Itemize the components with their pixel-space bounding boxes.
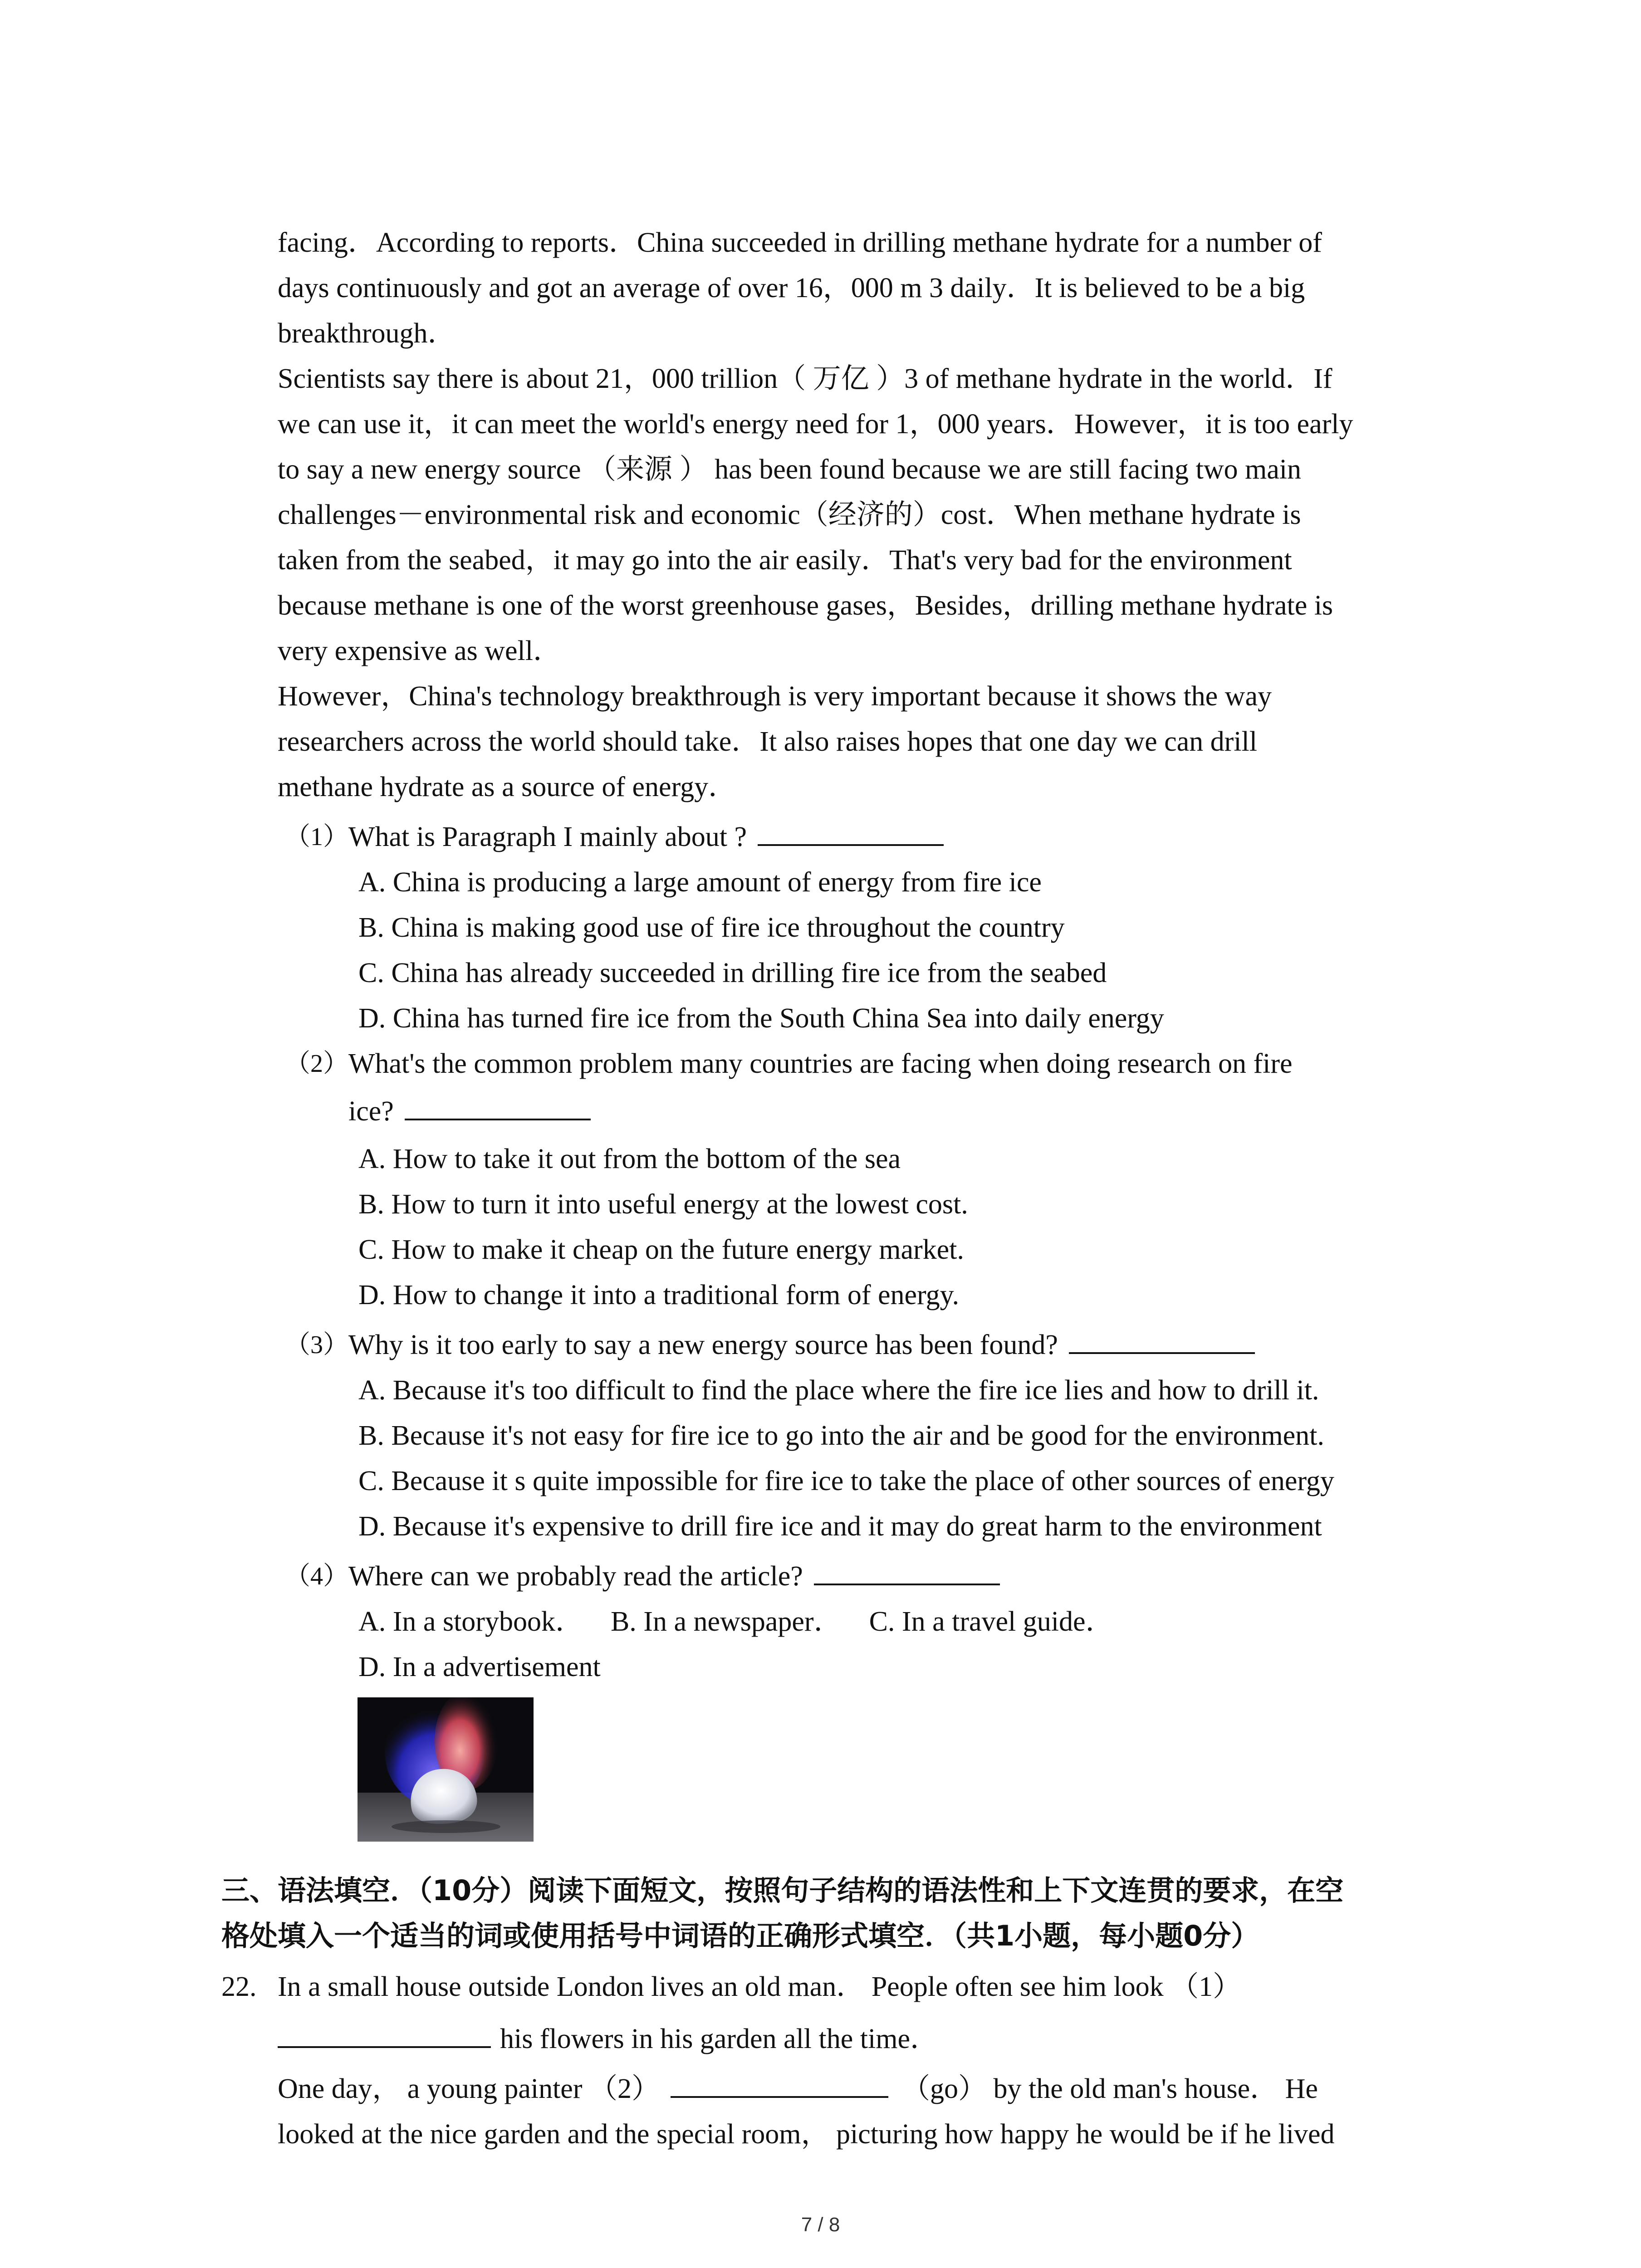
passage-line: very expensive as well． bbox=[278, 635, 561, 666]
passage-line: researchers across the world should take．It also raises hopes that one day we can drill bbox=[278, 726, 1257, 757]
q22-line bbox=[278, 2066, 1318, 2112]
option-a: A. In a storybook． bbox=[358, 1606, 583, 1637]
question-number: （3） bbox=[285, 1331, 348, 1359]
option-c: C. Because it s quite impossible for fire ice to take the place of other sources of energy bbox=[358, 1466, 1334, 1496]
passage-line: Scientists say there is about 21，000 trillion（ 万亿 ）3 of methane hydrate in the world．If bbox=[278, 363, 1332, 394]
option-c: C. China has already succeeded in drilling fire ice from the seabed bbox=[358, 958, 1107, 988]
option-b: B. In a newspaper． bbox=[610, 1606, 842, 1637]
option-c: C. How to make it cheap on the future energy market. bbox=[358, 1234, 964, 1265]
question-stem: What's the common problem many countries are facing when doing research on fire bbox=[348, 1048, 1293, 1079]
answer-blank[interactable] bbox=[1069, 1348, 1255, 1354]
question-stem-continued bbox=[348, 1089, 591, 1134]
option-a: A. China is producing a large amount of energy from fire ice bbox=[358, 867, 1042, 898]
answer-blank[interactable] bbox=[814, 1579, 1000, 1585]
q22-line-text: his flowers in his garden all the time． bbox=[500, 2024, 938, 2054]
answer-blank[interactable] bbox=[405, 1114, 591, 1120]
fire-ice-photo bbox=[358, 1697, 534, 1842]
option-d: D. How to change it into a traditional form of energy. bbox=[358, 1280, 960, 1310]
question-number: 22. bbox=[221, 1971, 257, 2002]
q22-line-text: （go） by the old man's house． He bbox=[901, 2073, 1318, 2104]
fire-ice-illustration bbox=[358, 1697, 534, 1842]
question-number: （2） bbox=[285, 1050, 348, 1078]
passage-line: challenges－environmental risk and economic（经济的）cost．When methane hydrate is bbox=[278, 499, 1301, 530]
passage-line: because methane is one of the worst greenhouse gases，Besides，drilling methane hydrate is bbox=[278, 590, 1333, 621]
answer-blank-2[interactable] bbox=[671, 2092, 888, 2098]
passage-line: breakthrough． bbox=[278, 318, 456, 349]
question-stem bbox=[348, 1322, 1255, 1368]
q22-line bbox=[278, 2016, 938, 2062]
question-stem-text: Why is it too early to say a new energy source has been found? bbox=[348, 1330, 1058, 1360]
page-number: 7 / 8 bbox=[801, 2214, 840, 2236]
passage-line: to say a new energy source （来源 ） has been found because we are still facing two main bbox=[278, 454, 1301, 485]
option-a: A. How to take it out from the bottom of the sea bbox=[358, 1144, 901, 1174]
q22-line-text: One day， a young painter （2） bbox=[278, 2073, 660, 2104]
q22-line: In a small house outside London lives an old man． People often see him look （1） bbox=[278, 1971, 1241, 2002]
section-heading: 三、语法填空．（10分）阅读下面短文，按照句子结构的语法性和上下文连贯的要求，在空 bbox=[221, 1874, 1344, 1907]
answer-blank[interactable] bbox=[758, 840, 944, 846]
passage-line: days continuously and got an average of over 16，000 m 3 daily．It is believed to be a big bbox=[278, 273, 1305, 303]
passage-line: methane hydrate as a source of energy． bbox=[278, 772, 737, 802]
options-row bbox=[358, 1599, 1113, 1644]
question-stem-text: Where can we probably read the article? bbox=[348, 1561, 803, 1592]
option-b: B. Because it's not easy for fire ice to go into the air and be good for the environment. bbox=[358, 1420, 1324, 1451]
passage-line: facing．According to reports．China succeeded in drilling methane hydrate for a number of bbox=[278, 227, 1322, 258]
option-a: A. Because it's too difficult to find the place where the fire ice lies and how to drill it. bbox=[358, 1375, 1319, 1406]
question-stem-text: ice? bbox=[348, 1096, 394, 1127]
question-number: （1） bbox=[285, 823, 348, 851]
option-d: D. China has turned fire ice from the South China Sea into daily energy bbox=[358, 1003, 1164, 1034]
option-b: B. China is making good use of fire ice throughout the country bbox=[358, 912, 1065, 943]
passage-line: However，China's technology breakthrough is very important because it shows the way bbox=[278, 681, 1272, 712]
option-d: D. In a advertisement bbox=[358, 1652, 601, 1682]
option-d: D. Because it's expensive to drill fire ice and it may do great harm to the environment bbox=[358, 1511, 1322, 1542]
section-heading-continued: 格处填入一个适当的词或使用括号中词语的正确形式填空．（共1小题，每小题0分） bbox=[221, 1919, 1259, 1952]
question-stem-text: What is Paragraph I mainly about ? bbox=[348, 821, 747, 852]
question-number: （4） bbox=[285, 1562, 348, 1590]
option-b: B. How to turn it into useful energy at the lowest cost. bbox=[358, 1189, 968, 1220]
option-c: C. In a travel guide． bbox=[869, 1606, 1114, 1637]
passage-line: we can use it，it can meet the world's energy need for 1，000 years．However，it is too early bbox=[278, 409, 1353, 440]
question-stem bbox=[348, 1554, 1000, 1599]
answer-blank-1[interactable] bbox=[278, 2042, 491, 2048]
question-stem bbox=[348, 814, 944, 860]
q22-line: looked at the nice garden and the special room， picturing how happy he would be if he lived bbox=[278, 2119, 1335, 2150]
passage-line: taken from the seabed，it may go into the air easily．That's very bad for the environment bbox=[278, 545, 1292, 576]
